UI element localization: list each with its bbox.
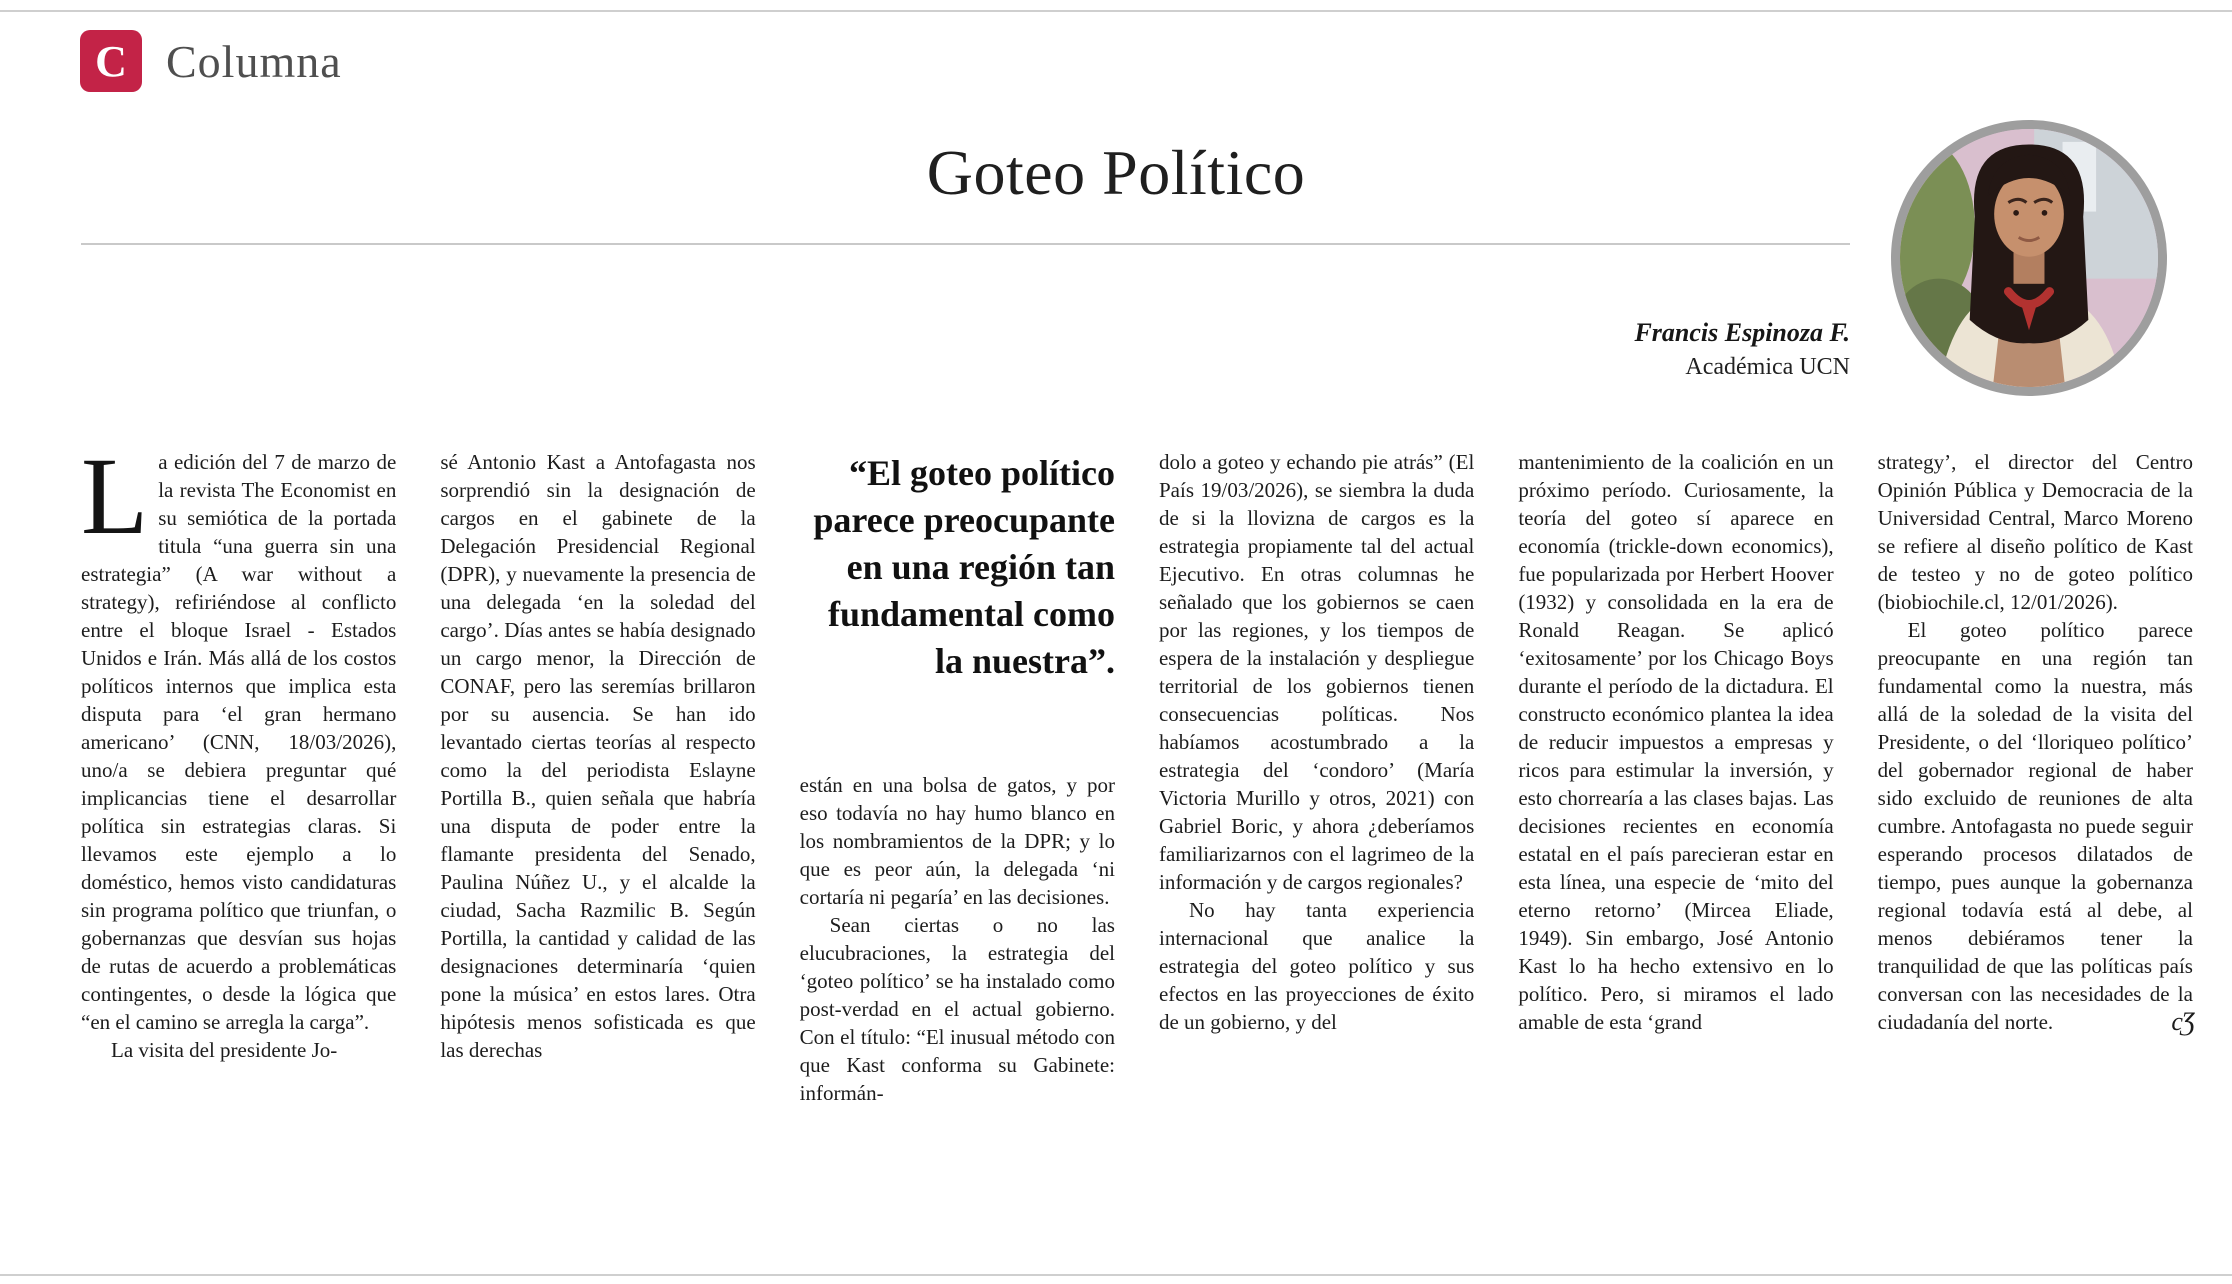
top-divider: [0, 10, 2232, 12]
article-body: [81, 435, 2193, 1107]
text-column-1: [81, 435, 397, 1107]
title-divider: [81, 243, 1850, 245]
article-paragraph: La visita del presidente Jo-: [111, 1038, 338, 1062]
article-paragraph: El goteo político parece preocupante en una región tan fundamental como la nuestra, más allá de la soledad de la visita del Presidente, o del ‘lloriqueo político’ del gobernador regional de haber sido excluido de reuniones de alta cumbre. Antofagasta no puede seguir esperando procesos dilatados de tiempo, pues aunque la gobernanza regional todavía está al debe, al menos debiéramos tener la tranquilidad de que las políticas país conversan con las necesidades de la ciudadanía del norte.: [1877, 618, 2193, 1034]
section-badge-letter: C: [95, 36, 127, 86]
article-paragraph: mantenimiento de la coalición en un próximo período. Curiosamente, la teoría del goteo sí aparece en economía (trickle-down economics), fue popularizada por Herbert Hoover (1932) y consolidada en la era de Ronald Reagan. Se aplicó ‘exitosamente’ por los Chicago Boys durante el período de la dictadura. El constructo económico plantea la idea de reducir impuestos a empresas y ricos para estimular la inversión, y esto chorrearía a las clases bajas. Las decisiones recientes en economía estatal en el país parecieran estar en esta línea, una especie de ‘mito del eterno retorno’ (Mircea Eliade, 1949). Sin embargo, José Antonio Kast lo ha hecho extensivo en lo político. Pero, si miramos el lado amable de esta ‘grand: [1518, 450, 1834, 1034]
article-paragraph: strategy’, el director del Centro Opinión Pública y Democracia de la Universidad Central, Marco Moreno se refiere al diseño político de Kast de testeo y no de goteo político (biobiochile.cl, 12/01/2026).: [1877, 450, 2193, 614]
text-column-5: [1518, 448, 1833, 1107]
bottom-divider: [0, 1274, 2232, 1276]
article-paragraph: No hay tanta experiencia internacional que analice la estrategia del goteo político y sus efectos en las proyecciones de éxito de un gobierno, y del: [1158, 898, 1475, 1034]
pull-quote: “El goteo político parece preocupante en una región tan fundamental como la nuestra”.: [813, 453, 1115, 681]
section-badge: [80, 30, 142, 92]
section-label: Columna: [166, 35, 342, 87]
article-paragraph: Sean ciertas o no las elucubraciones, la estrategia del ‘goteo político’ se ha instalado como post-verdad en el actual gobierno. Con el título: “El inusual método con que Kast conforma su Gabinete: informán-: [799, 913, 1115, 1105]
author-role: Académica UCN: [1685, 354, 1850, 380]
article-title: Goteo Político: [926, 137, 1306, 208]
section-header: [80, 30, 342, 92]
drop-cap: L: [81, 435, 149, 557]
author-block: [1634, 318, 1850, 381]
article-paragraph: sé Antonio Kast a Antofagasta nos sorprendió sin la designación de cargos en el gabinete de la Delegación Presidencial Regional (DPR), y nuevamente la presencia de una delegada ‘en la soledad del cargo’. Días antes se había designado un cargo menor, la Dirección de CONAF, pero las seremías brillaron por su ausencia. Se han ido levantado ciertas teorías al respecto como la del periodista Eslayne Portilla B., quien señala que habría una disputa de poder entre la flamante presidenta del Senado, Paulina Núñez U., y el alcalde la ciudad, Sacha Razmilic B. Según Portilla, la cantidad y calidad de las designaciones determinaría ‘quien pone la música’ en estos lares. Otra hipótesis menos sofisticada es que las derechas: [440, 450, 756, 1062]
article-paragraph: [81, 435, 397, 1036]
author-portrait-image: [1900, 129, 2158, 387]
end-of-article-mark: cƷ: [2171, 1007, 2193, 1036]
author-photo: [1891, 120, 2167, 396]
paragraph-text: a edición del 7 de marzo de la revista The Economist en su semiótica de la portada titula “una guerra sin una estrategia” (A war without a strategy), refiriéndose al conflicto entre el bloque Israel - Estados Unidos e Irán. Más allá de los costos políticos internos que implica esta disputa para ‘el gran hermano americano’ (CNN, 18/03/2026), uno/a se debiera preguntar qué implicancias tiene el desarrollar política sin estrategias claras. Si llevamos este ejemplo a lo doméstico, hemos visto candidaturas sin programa político que triunfan, o gobernanzas que desvían sus hojas de rutas de acuerdo a problemáticas contingentes, o desde la lógica que “en el camino se arregla la carga”.: [81, 450, 397, 1034]
article-paragraph: están en una bolsa de gatos, y por eso todavía no hay humo blanco en los nombramientos de la DPR; y lo que es peor aún, la delegada ‘ni cortaría ni pegaría’ en las decisiones.: [799, 773, 1115, 909]
article-paragraph: dolo a goteo y echando pie atrás” (El País 19/03/2026), se siembra la duda de si la llovizna de cargos es la estrategia propiamente tal del actual Ejecutivo. En otras columnas he señalado que los gobiernos se caen por las regiones, y los tiempos de espera de la instalación y despliegue territorial de los gobiernos tienen consecuencias políticas. Nos habíamos acostumbrado a la estrategia del ‘condoro’ (María Victoria Murillo y otros, 2021) con Gabriel Boric, y ahora ¿deberíamos familiarizarnos con el lagrimeo de la información y de cargos regionales?: [1158, 450, 1475, 894]
text-column-6: [1878, 448, 2193, 1107]
text-column-4: [1159, 448, 1474, 1107]
text-column-3: [800, 448, 1115, 1107]
text-column-2: [440, 448, 755, 1107]
author-name: Francis Espinoza F.: [1634, 318, 1850, 347]
